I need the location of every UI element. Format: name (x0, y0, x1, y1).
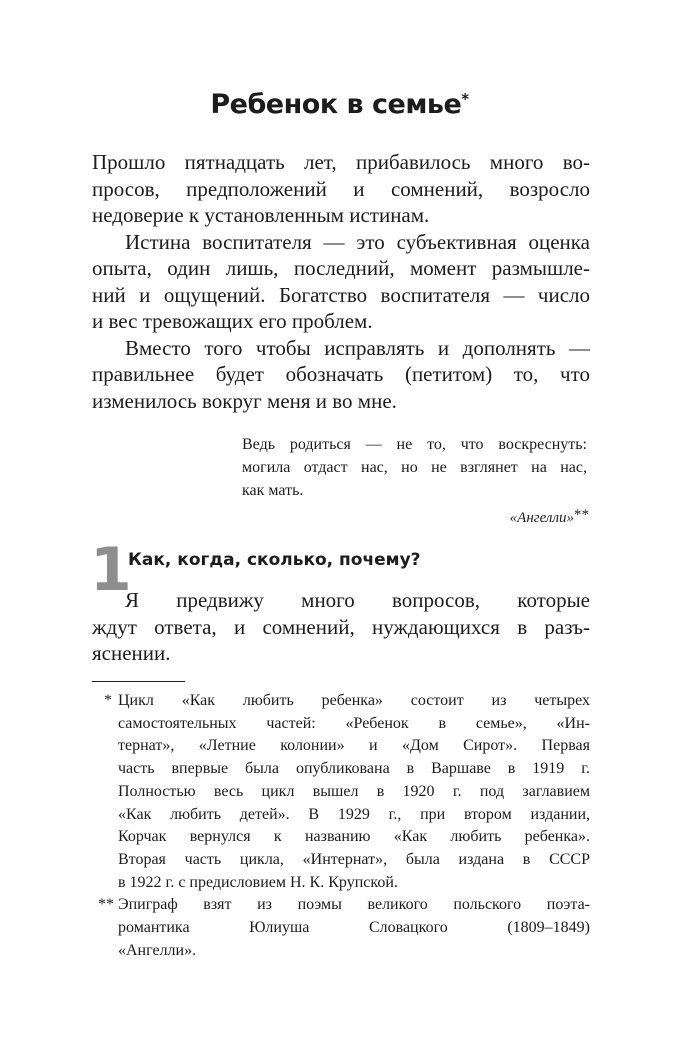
footnote-line: Цикл «Как любить ребенка» состоит из четырех (118, 692, 590, 709)
text-line: опыта, один лишь, последний, момент размышле- (92, 256, 590, 280)
footnote-divider (92, 681, 185, 682)
footnote-line: «Ангелли». (118, 941, 197, 959)
footnote-line: тернат», «Летние колонии» и «Дом Сирот». Первая (118, 737, 590, 755)
chapter-paragraph (92, 587, 590, 667)
epigraph-source-title: «Ангелли» (509, 510, 574, 526)
footnotes (92, 690, 590, 962)
chapter-title: Как, когда, сколько, почему? (128, 550, 421, 570)
chapter-number: 1 (90, 535, 132, 605)
footnote-mark: * (104, 692, 112, 709)
epigraph (242, 433, 587, 502)
text-line: просов, предположений и сомнений, возросло (92, 176, 590, 201)
text-line: Вместо того чтобы исправлять и дополнять — (125, 335, 590, 360)
footnote-line: самостоятельных частей: «Ребенок в семье», «Ин- (118, 714, 590, 732)
footnote-line: Полностью весь цикл вышел в 1920 г. под заглавием (118, 782, 590, 800)
footnote-mark: ** (98, 896, 114, 914)
footnote-line: Корчак вернулся к названию «Как любить ребенка». (118, 828, 590, 846)
epigraph-line: как мать. (242, 482, 304, 499)
footnote-2 (92, 894, 590, 962)
page-title-text: Ребенок в семье (210, 89, 462, 120)
text-line: недоверие к установленным истинам. (92, 203, 430, 227)
text-line: ний и ощущений. Богатство воспитателя — число (92, 282, 590, 307)
intro-paragraph-1 (92, 149, 590, 229)
text-line: Прошло пятнадцать лет, прибавилось много во- (92, 150, 590, 174)
intro-paragraph-3 (92, 335, 590, 415)
footnote-line: Вторая часть цикла, «Интернат», была издана в СССР (118, 850, 590, 868)
footnote-1 (92, 690, 590, 894)
text-line: ждут ответа, и сомнений, нуждающихся в разъ- (92, 614, 590, 639)
footnote-line: часть впервые была опубликована в Варшаве в 1919 г. (118, 760, 590, 778)
text-line: и вес тревожащих его проблем. (92, 309, 373, 333)
page-title (0, 86, 679, 124)
title-footnote-mark: * (461, 90, 469, 108)
text-line: изменилось вокруг меня и во мне. (92, 388, 397, 413)
epigraph-line: Ведь родиться — не то, что воскреснуть: (242, 436, 587, 453)
text-line: правильнее будет обозначать (петитом) то, что (92, 362, 590, 386)
epigraph-line: могила отдаст нас, но не взглянет на нас, (242, 459, 587, 476)
text-line: яснении. (92, 641, 171, 665)
footnote-line: в 1922 г. с предисловием Н. К. Крупской. (118, 873, 398, 891)
epigraph-source (510, 507, 589, 529)
text-line: Истина воспитателя — это субъективная оценка (125, 229, 590, 254)
footnote-line: «Как любить детей». В 1929 г., при втором издании, (118, 805, 590, 823)
text-line: Я предвижу много вопросов, которые (125, 588, 590, 612)
epigraph-footnote-mark: ** (574, 507, 589, 523)
footnote-line: Эпиграф взят из поэмы великого польского поэта- (118, 896, 590, 914)
footnote-line: романтика Юлиуша Словацкого (1809–1849) (118, 919, 590, 937)
intro-paragraph-2 (92, 229, 590, 335)
